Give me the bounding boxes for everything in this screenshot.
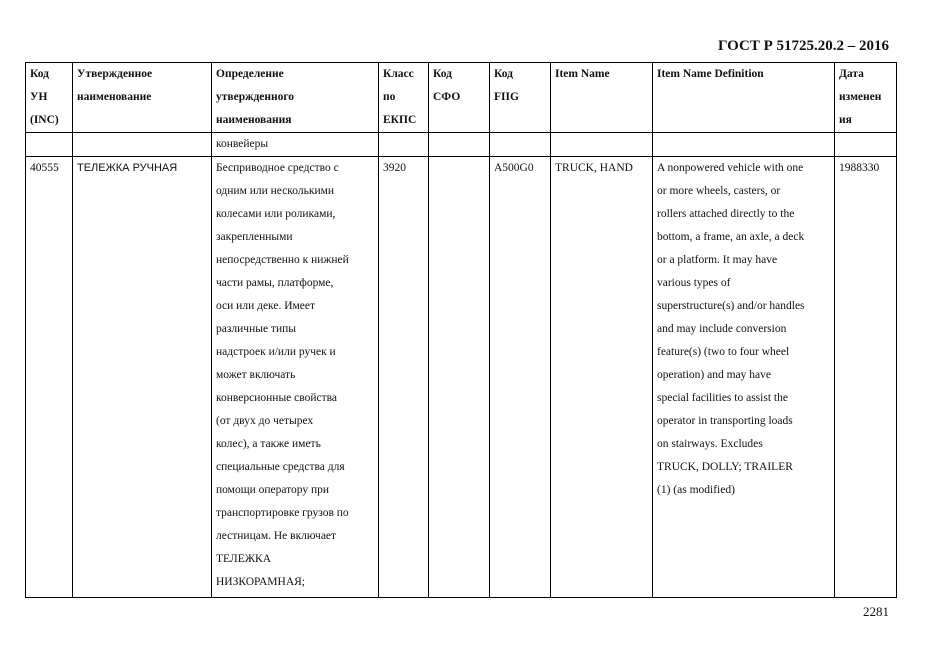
text-line: TRUCK, DOLLY; TRAILER (657, 461, 793, 473)
col-header-inc (26, 63, 73, 133)
text-line: конверсионные свойства (216, 392, 338, 404)
cell-change-date: 1988330 (835, 157, 897, 598)
text-line: feature(s) (two to four wheel (657, 346, 790, 358)
text-line: части рамы, платформе, (216, 277, 334, 289)
text-line: bottom, a frame, an axle, a deck (657, 231, 805, 243)
text-line: СФО (433, 91, 461, 103)
text-line: специальные средства для (216, 461, 345, 473)
text-line: (1) (as modified) (657, 484, 735, 496)
text-line: superstructure(s) and/or handles (657, 300, 805, 312)
cell-item-name: TRUCK, HAND (551, 157, 653, 598)
cell-approved-name: ТЕЛЕЖКА РУЧНАЯ (73, 157, 212, 598)
cell-ekps: 3920 (379, 157, 429, 598)
cell-sfo (429, 157, 490, 598)
text-line: ТЕЛЕЖКА (216, 553, 272, 565)
text-line: A nonpowered vehicle with one (657, 162, 804, 174)
text-line: лестницам. Не включает (216, 530, 337, 542)
cell-empty (653, 133, 835, 157)
cell-empty (429, 133, 490, 157)
cell-fiig: A500G0 (490, 157, 551, 598)
text-line: УН (30, 91, 48, 103)
catalog-table (25, 62, 897, 598)
text-line: various types of (657, 277, 731, 289)
text-line: может включать (216, 369, 296, 381)
page-number: 2281 (863, 604, 889, 619)
text-line: изменен (839, 91, 882, 103)
cell-empty (551, 133, 653, 157)
text-line: Код (494, 68, 514, 80)
col-header-ekps (379, 63, 429, 133)
text-line: одним или несколькими (216, 185, 335, 197)
text-line: непосредственно к нижней (216, 254, 349, 266)
continuation-row (26, 133, 897, 157)
cell-empty (379, 133, 429, 157)
cell-empty (835, 133, 897, 157)
text-line: помощи оператору при (216, 484, 330, 496)
text-line: колес), а также иметь (216, 438, 321, 450)
text-line: ия (839, 114, 852, 126)
text-line: operation) and may have (657, 369, 771, 381)
text-line: rollers attached directly to the (657, 208, 795, 220)
text-line: (от двух до четырех (216, 415, 314, 427)
col-header-fiig (490, 63, 551, 133)
col-header-definition (212, 63, 379, 133)
col-header-change-date (835, 63, 897, 133)
text-line: Класс (383, 68, 414, 80)
text-line: наименования (216, 114, 292, 126)
text-line: по (383, 91, 396, 103)
text-line: Item Name (555, 68, 610, 80)
text-line: транспортировке грузов по (216, 507, 349, 519)
col-header-item-name-definition (653, 63, 835, 133)
cell-empty (26, 133, 73, 157)
text-line: ЕКПС (383, 114, 417, 126)
col-header-item-name (551, 63, 653, 133)
text-line: Утвержденное (77, 68, 153, 80)
col-header-approved-name (73, 63, 212, 133)
cell-definition (212, 157, 379, 598)
text-line: Код (433, 68, 453, 80)
standard-title: ГОСТ Р 51725.20.2 – 2016 (717, 38, 889, 54)
cell-empty (490, 133, 551, 157)
cell-inc: 40555 (26, 157, 73, 598)
text-line: утвержденного (216, 91, 295, 103)
text-line: Дата (839, 68, 864, 80)
text-line: колесами или роликами, (216, 208, 336, 220)
cell-item-name-definition (653, 157, 835, 598)
text-line: НИЗКОРАМНАЯ; (216, 576, 305, 588)
text-line: надстроек и/или ручек и (216, 346, 336, 358)
text-line: on stairways. Excludes (657, 438, 763, 450)
cell-definition-continuation: конвейеры (212, 133, 379, 157)
text-line: or more wheels, casters, or (657, 185, 781, 197)
text-line: (INC) (30, 114, 59, 126)
header-row (26, 63, 897, 133)
text-line: Определение (216, 68, 284, 80)
text-line: Бесприводное средство с (216, 162, 339, 174)
text-line: различные типы (216, 323, 296, 335)
text-line: FIIG (494, 91, 519, 103)
cell-empty (73, 133, 212, 157)
text-line: Item Name Definition (657, 68, 764, 80)
text-line: Код (30, 68, 50, 80)
text-line: закрепленными (216, 231, 293, 243)
text-line: or a platform. It may have (657, 254, 778, 266)
text-line: наименование (77, 91, 152, 103)
text-line: оси или деке. Имеет (216, 300, 316, 312)
text-line: and may include conversion (657, 323, 787, 335)
text-line: special facilities to assist the (657, 392, 788, 404)
text-line: operator in transporting loads (657, 415, 793, 427)
table-row (26, 157, 897, 598)
col-header-sfo (429, 63, 490, 133)
